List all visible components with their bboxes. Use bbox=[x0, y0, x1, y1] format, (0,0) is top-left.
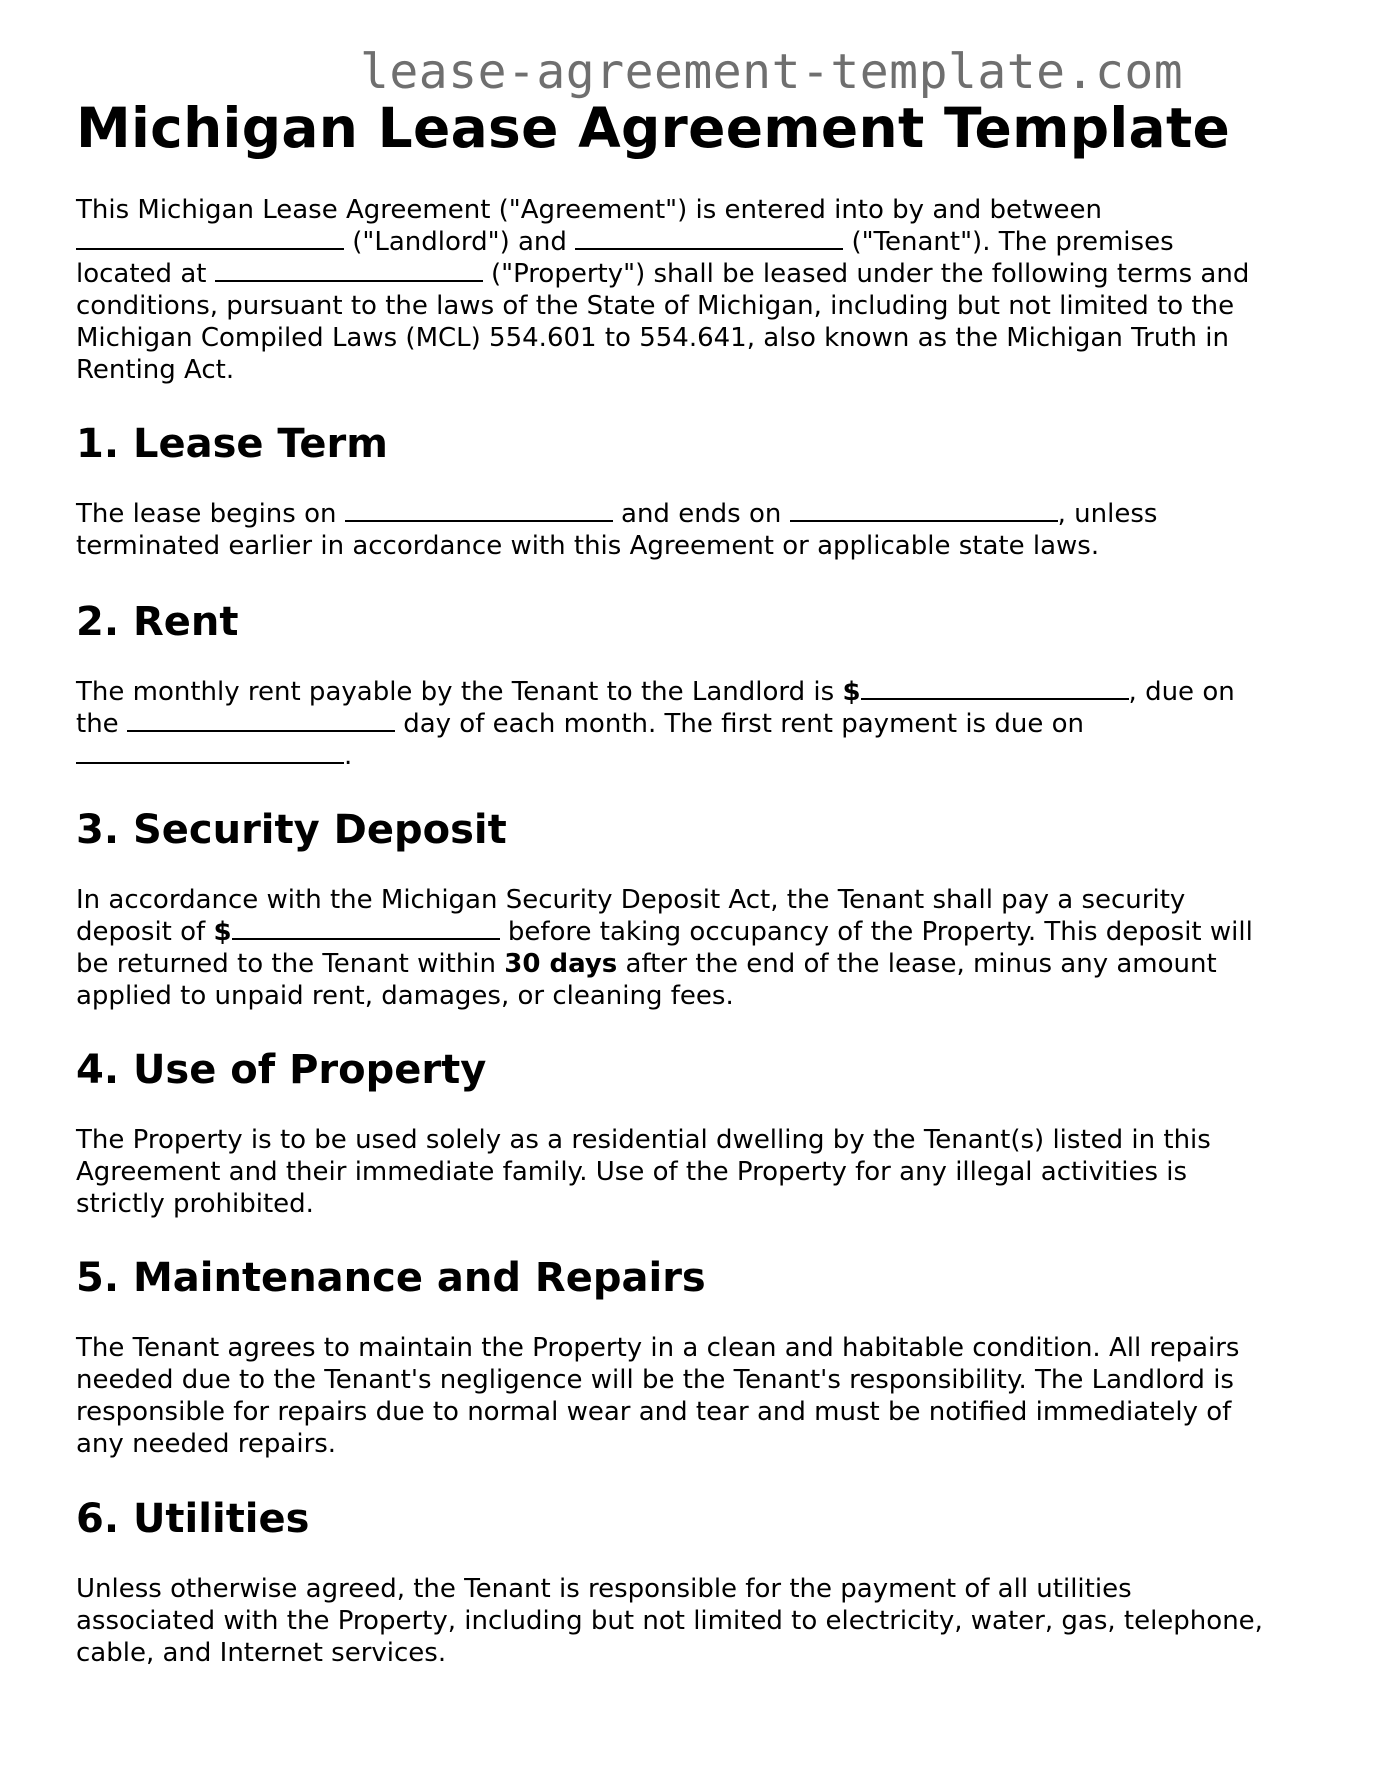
deposit-dollar-sign: $ bbox=[213, 917, 232, 947]
section-use-of-property bbox=[76, 1046, 1306, 1094]
maintenance-line-3: responsible for repairs due to normal wear and tear and must be notified immediately of bbox=[76, 1397, 1232, 1427]
intro-located-at: located at bbox=[76, 259, 215, 289]
intro-line-5: Michigan Compiled Laws (MCL) 554.601 to 554.641, also known as the Michigan Truth in bbox=[76, 323, 1229, 353]
section-use-of-property-body bbox=[76, 1124, 1306, 1220]
rent-first-payment-text: day of each month. The first rent payment is due on bbox=[394, 709, 1084, 739]
lease-term-line-2: terminated earlier in accordance with this Agreement or applicable state laws. bbox=[76, 531, 1100, 561]
lease-end-date-blank[interactable] bbox=[790, 498, 1058, 522]
site-watermark: lease-agreement-template.com bbox=[360, 44, 1184, 100]
section-rent bbox=[76, 598, 1306, 646]
section-security-deposit bbox=[76, 806, 1306, 854]
page-title: Michigan Lease Agreement Template bbox=[76, 96, 1231, 160]
use-line-3: strictly prohibited. bbox=[76, 1189, 314, 1219]
section-utilities bbox=[76, 1495, 1306, 1543]
lease-start-date-blank[interactable] bbox=[345, 498, 613, 522]
rent-due-day-blank[interactable] bbox=[127, 708, 395, 732]
use-line-1: The Property is to be used solely as a residential dwelling by the Tenant(s) listed in this bbox=[76, 1125, 1211, 1155]
lease-begins-text: The lease begins on bbox=[76, 499, 345, 529]
lease-ends-text: and ends on bbox=[612, 499, 790, 529]
rent-text-1: The monthly rent payable by the Tenant to the Landlord is bbox=[76, 677, 843, 707]
intro-line-4: conditions, pursuant to the laws of the State of Michigan, including but not limited to the bbox=[76, 291, 1235, 321]
utilities-line-3: cable, and Internet services. bbox=[76, 1638, 447, 1668]
section-heading: 2. Rent bbox=[76, 599, 239, 645]
use-line-2: Agreement and their immediate family. Use of the Property for any illegal activities is bbox=[76, 1157, 1188, 1187]
deposit-line-4: applied to unpaid rent, damages, or cleaning fees. bbox=[76, 981, 734, 1011]
intro-line-6: Renting Act. bbox=[76, 355, 235, 385]
maintenance-line-4: any needed repairs. bbox=[76, 1429, 337, 1459]
utilities-line-1: Unless otherwise agreed, the Tenant is responsible for the payment of all utilities bbox=[76, 1574, 1132, 1604]
maintenance-line-2: needed due to the Tenant's negligence will be the Tenant's responsibility. The Landlord is bbox=[76, 1365, 1234, 1395]
landlord-name-blank[interactable] bbox=[76, 226, 344, 250]
section-lease-term bbox=[76, 420, 1306, 468]
intro-tenant-label: ("Tenant"). The premises bbox=[843, 227, 1174, 257]
rent-period: . bbox=[344, 741, 353, 771]
section-maintenance bbox=[76, 1254, 1306, 1302]
rent-dollar-sign: $ bbox=[842, 677, 861, 707]
section-heading: 4. Use of Property bbox=[76, 1047, 487, 1093]
rent-the-text: the bbox=[76, 709, 127, 739]
section-security-deposit-body bbox=[76, 884, 1306, 1012]
section-maintenance-body bbox=[76, 1332, 1306, 1460]
section-heading: 6. Utilities bbox=[76, 1496, 310, 1542]
deposit-returned-text: be returned to the Tenant within bbox=[76, 949, 505, 979]
deposit-of-text: deposit of bbox=[76, 917, 214, 947]
intro-property-label: ("Property") shall be leased under the following terms and bbox=[482, 259, 1250, 289]
tenant-name-blank[interactable] bbox=[575, 226, 843, 250]
deposit-line-1: In accordance with the Michigan Security Deposit Act, the Tenant shall pay a security bbox=[76, 885, 1186, 915]
section-rent-body bbox=[76, 676, 1306, 772]
utilities-line-2: associated with the Property, including but not limited to electricity, water, gas, telephone, bbox=[76, 1606, 1263, 1636]
lease-unless-text: , unless bbox=[1057, 499, 1158, 529]
maintenance-line-1: The Tenant agrees to maintain the Property in a clean and habitable condition. All repairs bbox=[76, 1333, 1240, 1363]
intro-paragraph bbox=[76, 194, 1306, 386]
section-heading: 5. Maintenance and Repairs bbox=[76, 1255, 706, 1301]
deposit-after-text: after the end of the lease, minus any amount bbox=[617, 949, 1217, 979]
property-address-blank[interactable] bbox=[215, 258, 483, 282]
deposit-return-period: 30 days bbox=[504, 949, 618, 979]
rent-due-on-text: , due on bbox=[1128, 677, 1235, 707]
intro-landlord-label: ("Landlord") and bbox=[344, 227, 576, 257]
section-lease-term-body bbox=[76, 498, 1306, 562]
section-heading: 3. Security Deposit bbox=[76, 807, 507, 853]
deposit-amount-blank[interactable] bbox=[232, 916, 500, 940]
rent-amount-blank[interactable] bbox=[861, 676, 1129, 700]
intro-line-1: This Michigan Lease Agreement ("Agreement") is entered into by and between bbox=[76, 195, 1102, 225]
deposit-occupancy-text: before taking occupancy of the Property. This deposit will bbox=[499, 917, 1253, 947]
section-heading: 1. Lease Term bbox=[76, 421, 388, 467]
section-utilities-body bbox=[76, 1573, 1306, 1669]
first-payment-date-blank[interactable] bbox=[76, 740, 344, 764]
